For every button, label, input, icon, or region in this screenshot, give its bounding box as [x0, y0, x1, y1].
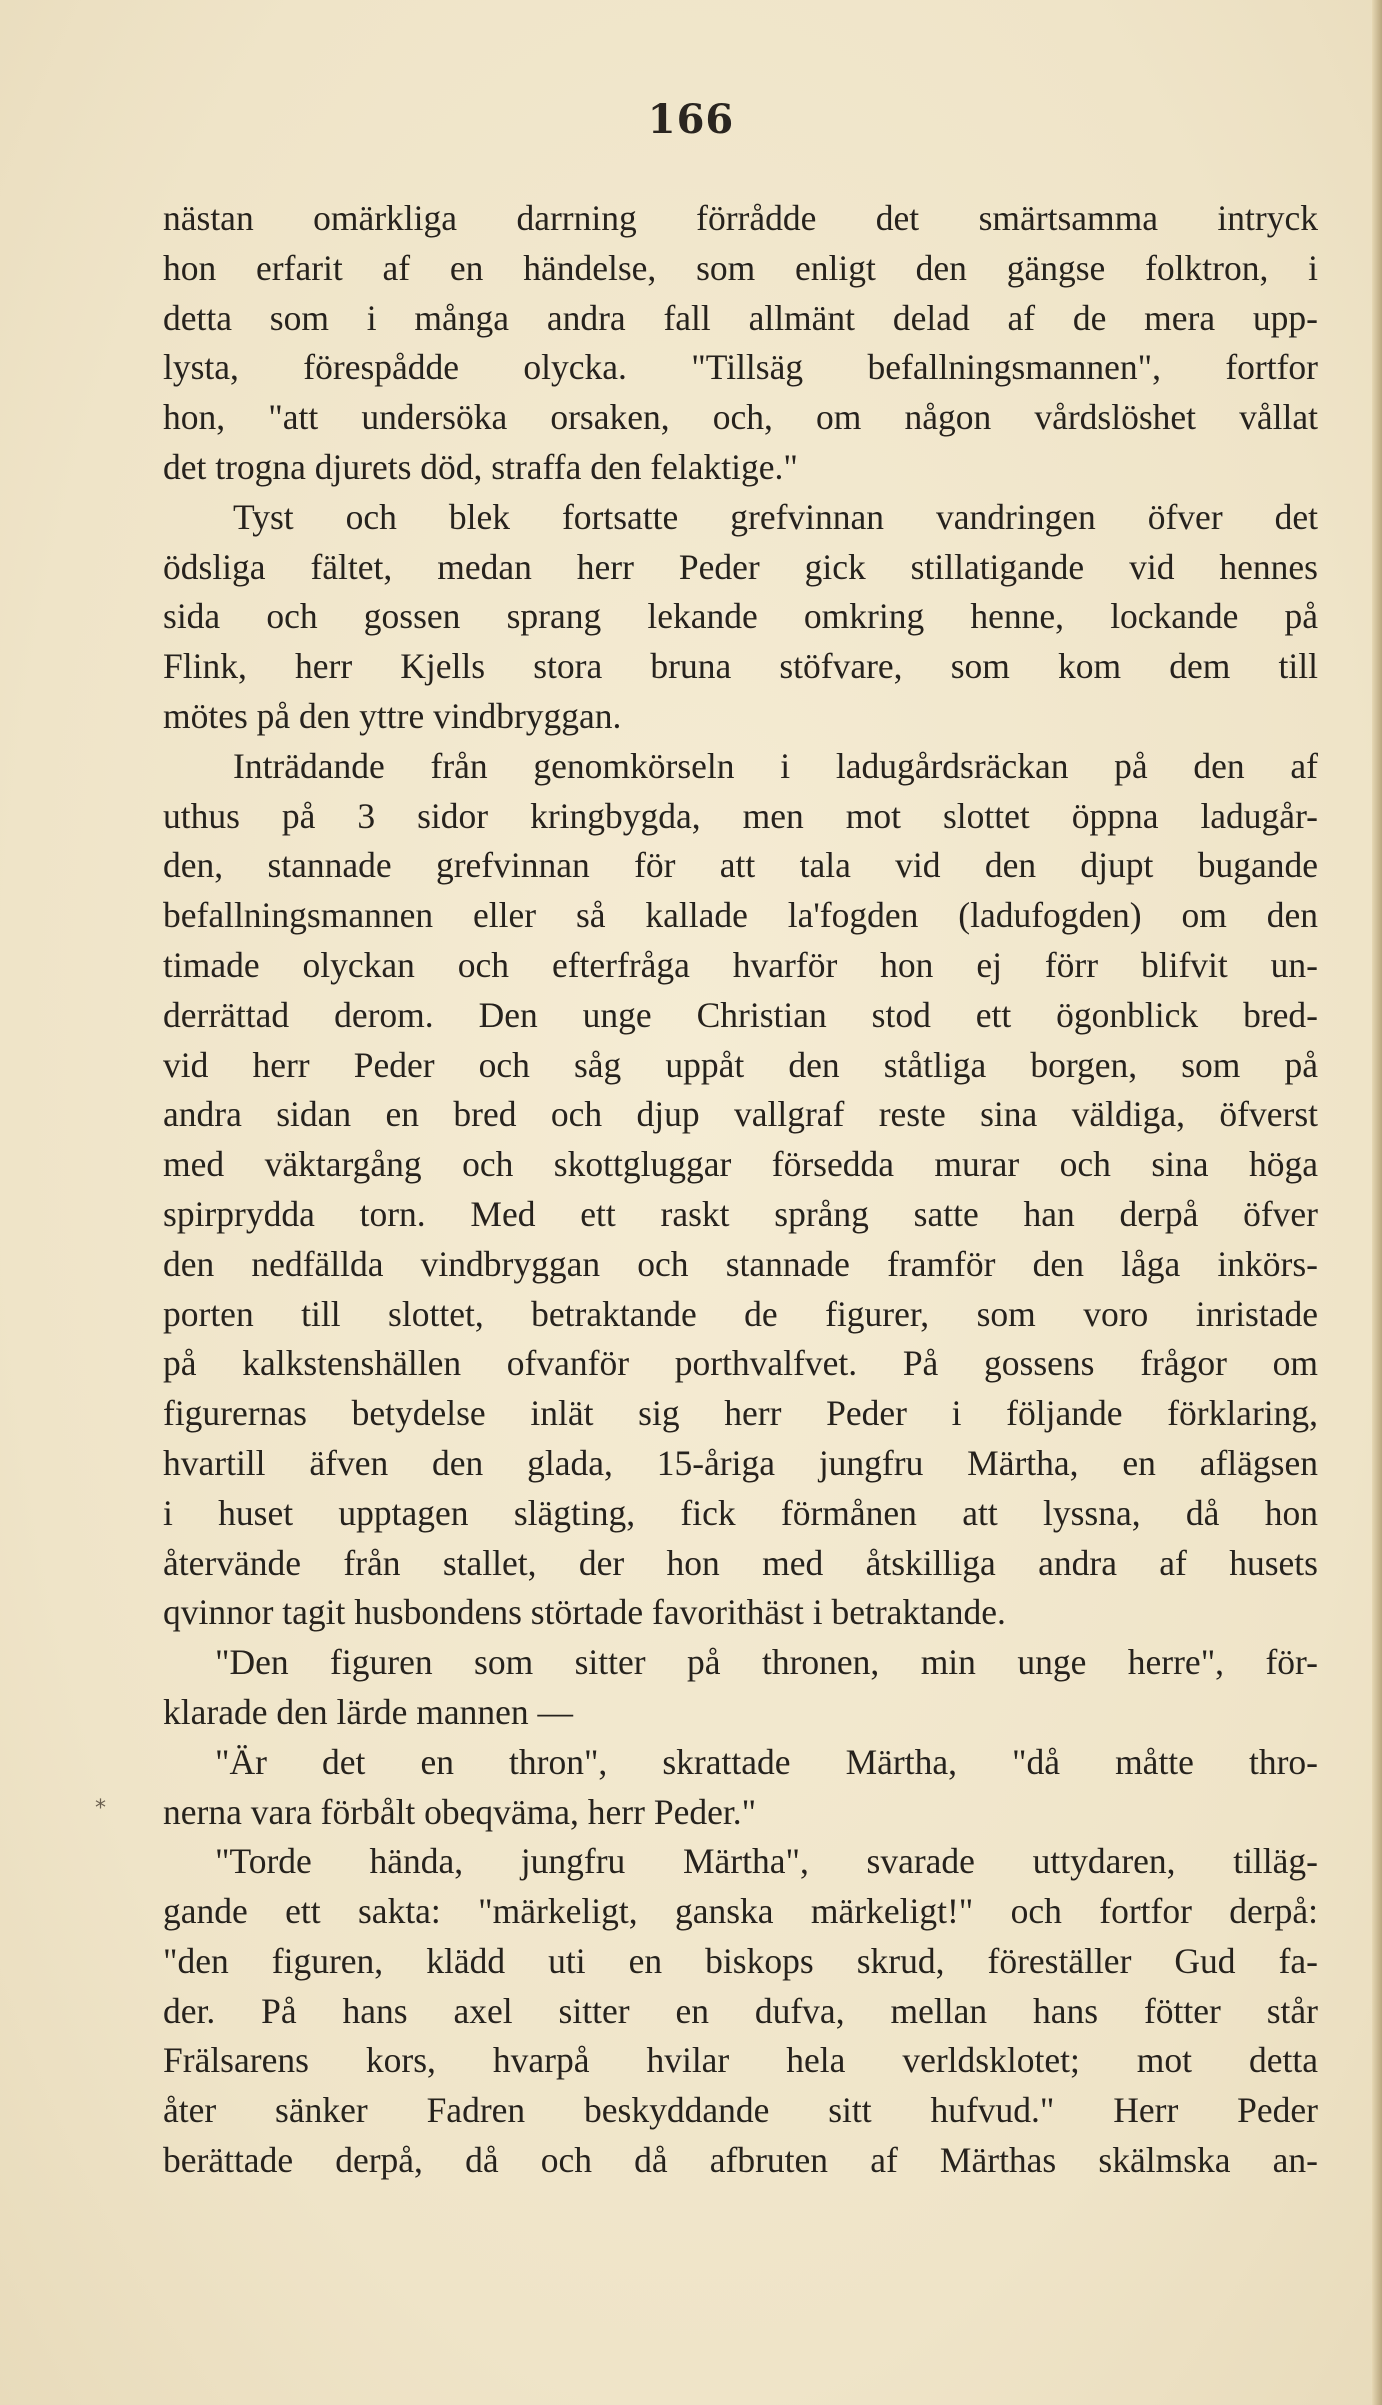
text-line: uthus på 3 sidor kringbygda, men mot slottet öppna ladugår- [163, 795, 1318, 836]
text-line: der. På hans axel sitter en dufva, mellan hans fötter står [163, 1990, 1318, 2031]
text-line: "Torde hända, jungfru Märtha", svarade uttydaren, tilläg- [215, 1841, 1318, 1882]
text-line: mötes på den yttre vindbryggan. [163, 695, 622, 736]
text-line: i huset upptagen slägting, fick förmånen att lyssna, då hon [163, 1492, 1318, 1533]
page-number: 166 [647, 96, 735, 143]
text-line: Flink, herr Kjells stora bruna stöfvare, som kom dem till [163, 646, 1318, 687]
text-line: den nedfällda vindbryggan och stannade framför den låga inkörs- [163, 1243, 1318, 1284]
text-line: med väktargång och skottgluggar försedda murar och sina höga [163, 1144, 1318, 1185]
text-line: Inträdande från genomkörseln i ladugårdsräckan på den af [233, 745, 1318, 786]
text-line: ödsliga fältet, medan herr Peder gick stillatigande vid hennes [163, 546, 1318, 587]
text-line: porten till slottet, betraktande de figurer, som voro inristade [163, 1293, 1318, 1334]
text-line: lysta, förespådde olycka. "Tillsäg befallningsmannen", fortfor [163, 347, 1318, 388]
text-line: detta som i många andra fall allmänt delad af de mera upp- [163, 297, 1318, 338]
text-line: återvände från stallet, der hon med åtskilliga andra af husets [163, 1542, 1318, 1583]
text-line: den, stannade grefvinnan för att tala vid den djupt bugande [163, 845, 1318, 886]
text-line: åter sänker Fadren beskyddande sitt hufvud." Herr Peder [163, 2090, 1318, 2131]
text-line: hvartill äfven den glada, 15-åriga jungfru Märtha, en aflägsen [163, 1442, 1318, 1483]
text-line: det trogna djurets död, straffa den felaktige." [163, 446, 798, 487]
text-line: timade olyckan och efterfråga hvarför hon ej förr blifvit un- [163, 944, 1318, 985]
text-line: på kalkstenshällen ofvanför porthvalfvet. På gossens frågor om [163, 1343, 1318, 1384]
page-edge-shadow [1372, 0, 1382, 2405]
text-line: andra sidan en bred och djup vallgraf reste sina väldiga, öfverst [163, 1094, 1318, 1135]
text-line: befallningsmannen eller så kallade la'fogden (ladufogden) om den [163, 895, 1318, 936]
text-line: nästan omärkliga darrning förrådde det smärtsamma intryck [163, 198, 1318, 238]
text-line: spirprydda torn. Med ett raskt språng satte han derpå öfver [163, 1193, 1318, 1234]
text-line: qvinnor tagit husbondens störtade favorithäst i betraktande. [163, 1592, 1006, 1633]
text-line: sida och gossen sprang lekande omkring henne, lockande på [163, 596, 1318, 637]
text-line: vid herr Peder och såg uppåt den ståtliga borgen, som på [163, 1044, 1318, 1085]
text-line: Tyst och blek fortsatte grefvinnan vandringen öfver det [233, 496, 1318, 537]
margin-asterisk-mark: * [95, 1796, 106, 1821]
text-line: nerna vara förbålt obeqväma, herr Peder." [163, 1791, 757, 1832]
text-line: Frälsarens kors, hvarpå hvilar hela verldsklotet; mot detta [163, 2040, 1318, 2081]
body-text [163, 194, 1318, 2186]
text-line: berättade derpå, då och då afbruten af Märthas skälmska an- [163, 2140, 1318, 2181]
text-line: "Den figuren som sitter på thronen, min unge herre", för- [215, 1642, 1318, 1683]
text-line: klarade den lärde mannen — [163, 1691, 574, 1732]
text-line: hon, "att undersöka orsaken, och, om någon vårdslöshet vållat [163, 397, 1318, 438]
text-line: derrättad derom. Den unge Christian stod ett ögonblick bred- [163, 994, 1318, 1035]
text-line: figurernas betydelse inlät sig herr Peder i följande förklaring, [163, 1393, 1318, 1434]
text-line: hon erfarit af en händelse, som enligt den gängse folktron, i [163, 247, 1318, 288]
text-line: "den figuren, klädd uti en biskops skrud, föreställer Gud fa- [163, 1940, 1318, 1981]
text-line: "Är det en thron", skrattade Märtha, "då måtte thro- [215, 1741, 1318, 1782]
text-line: gande ett sakta: "märkeligt, ganska märkeligt!" och fortfor derpå: [163, 1891, 1318, 1932]
